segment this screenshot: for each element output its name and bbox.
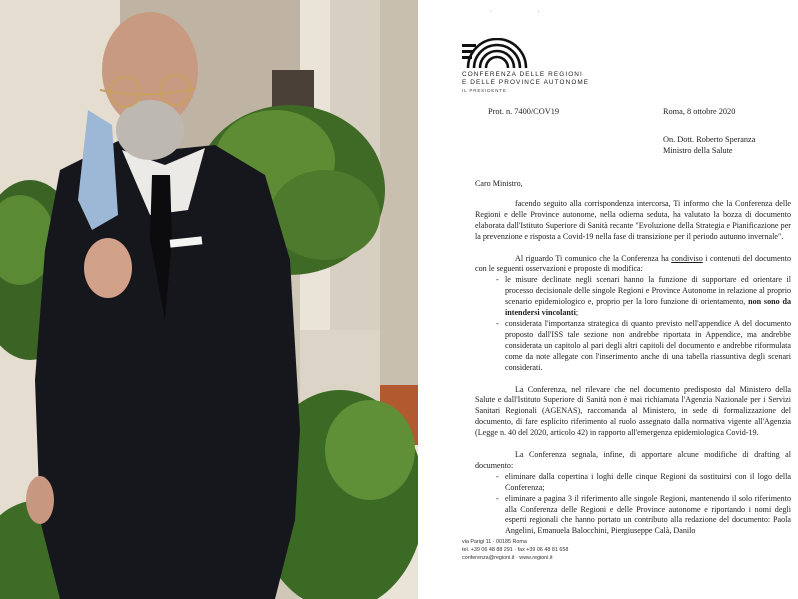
paragraph-2-lead: Al riguardo Ti comunico che la Conferenza ha [515,253,672,263]
scan-marks: · · [490,9,562,15]
list-item [505,319,791,374]
letter-date: Roma, 8 ottobre 2020 [663,107,736,116]
paragraph-3: La Conferenza, nel rilevare che nel documento predisposto dal Ministero della Salute e dall'Istituto Superiore di Sanità non è mai richiamata l'Agenzia Nazionale per i Servizi Sanitari Regionali (AGENAS), raccomanda al Ministero, in sede di formalizzazione del documento, di fare esplicito riferimento al ruolo assegnato dalla normativa vigente all'Agenzia (Legge n. 40 del 2020, articolo 42) in rapporto all'emergenza epidemiologica Covid-19. [475,384,791,438]
list-item: - eliminare dalla copertina i loghi delle cinque Regioni da sostituirsi con il logo della Conferenza; [505,472,791,494]
observations-list [475,275,791,373]
conferenza-logo-icon [462,38,532,70]
paragraph-1: facendo seguito alla corrispondenza intercorsa, Ti informo che la Conferenza delle Regioni e delle Province autonome, nella odierna seduta, ha valutato la bozza di documento elaborata dall'Istituto Superiore di Sanità recante "Evoluzione della Strategia e Pianificazione per la prevenzione e risposta a Covid-19 nella fase di transizione per il periodo autunno invernale". [475,198,791,241]
footer-phone: tel. +39 06 48 88 291 · fax +39 06 48 81 658 [462,547,569,553]
recipient-title: Ministro della Salute [663,146,733,155]
footer-web: conferenza@regioni.it · www.regioni.it [462,555,553,561]
list-item: - eliminare a pagina 3 il riferimento alle singole Regioni, mantenendo il solo riferimento alla Conferenza delle Regioni e delle Province autonome e riportando i nomi degli esperti regionali che hanno portato un contributo alla redazione del documento: Paola Angelini, Emanuela Balocchini, Piergiuseppe Calà, Danilo [505,494,791,538]
recipient-block [663,134,755,156]
paragraph-2-rest: i contenuti del documento con le seguenti osservazioni e proposte di modifica: [475,253,791,274]
list-item-tail: ; [575,308,579,318]
list-item [505,275,791,319]
letter-page [418,0,798,599]
org-name-line1: CONFERENZA DELLE REGIONI [462,71,583,78]
org-header [462,71,589,95]
org-name-line2: E DELLE PROVINCE AUTONOME [462,79,590,86]
list-item-text: le misure declinate negli scenari hanno la funzione di supportare ed orientare il processo decisionale delle singole Regioni e Province Autonome in relazione al proprio scenario epidemiologico e, proprio per la loro funzione di orientamento, [505,275,791,307]
paragraph-4: La Conferenza segnala, infine, di apportare alcune modifiche di drafting al documento: [475,450,791,470]
protocol-number: Prot. n. 7400/COV19 [488,107,559,116]
org-office: IL PRESIDENTE [462,88,507,93]
letter-body [475,179,791,537]
letter-footer [462,538,568,562]
salutation: Caro Ministro, [475,179,523,188]
list-item-text: considerata l'importanza strategica di quanto previsto nell'appendice A del documento proposto dall'ISS tale sezione non andrebbe riportata in Appendice, ma andrebbe considerata un capitolo al pari degli altri capitoli del documento e andrebbe riformulata come da note allegate con l'inserimento anche di una tabella riassuntiva degli scenari considerati. [505,318,791,372]
footer-address: via Parigi 11 · 00185 Roma [462,539,527,545]
paragraph-2-underlined: condiviso [671,253,703,263]
list-item-bold: non sono da intendersi vincolanti [505,297,791,318]
recipient-name: On. Dott. Roberto Speranza [663,135,756,144]
drafting-list [475,472,791,537]
paragraph-2 [475,254,791,276]
